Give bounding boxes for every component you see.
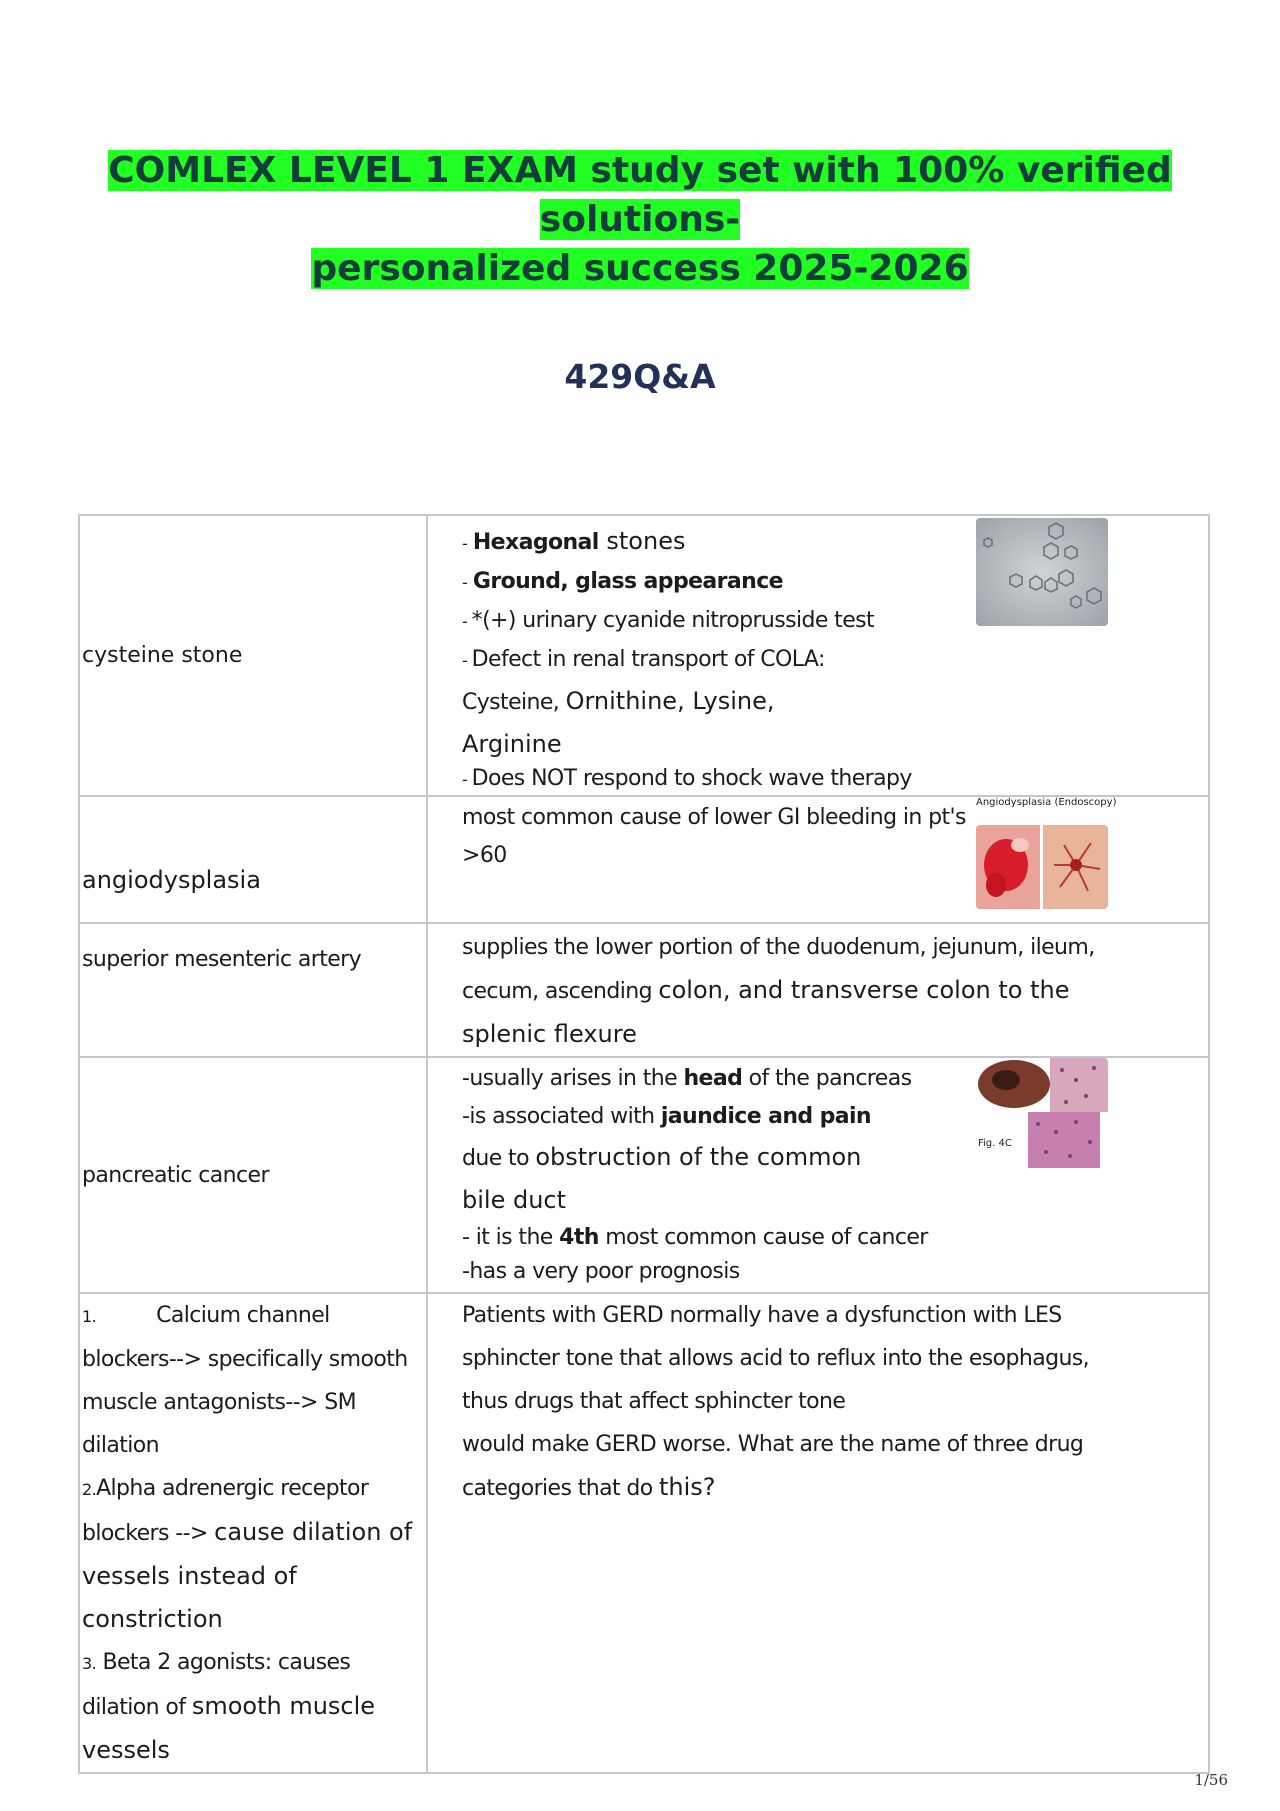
definition-line: Patients with GERD normally have a dysfunction with LES <box>462 1303 1062 1328</box>
definition-line: sphincter tone that allows acid to reflux into the esophagus, <box>462 1346 1090 1371</box>
term-cell <box>79 923 427 1057</box>
definition-cell <box>427 1293 1209 1773</box>
table-row <box>79 923 1209 1057</box>
term-cell <box>79 1057 427 1293</box>
definition-cell <box>427 923 1209 1057</box>
definition-line: - it is the 4th most common cause of cancer <box>462 1225 928 1250</box>
table-row <box>79 1293 1209 1773</box>
term-text: angiodysplasia <box>82 866 261 894</box>
term-cell <box>79 515 427 796</box>
definition-cell <box>427 796 1209 923</box>
page-number: 1/56 <box>1194 1771 1228 1789</box>
definition-line: Arginine <box>462 730 562 758</box>
definition-line: categories that do this? <box>462 1473 716 1501</box>
definition-line: - Does NOT respond to shock wave therapy <box>462 766 912 791</box>
endoscopy-image <box>976 825 1108 909</box>
term-list: 1. Calcium channel blockers--> specifically smooth muscle antagonists--> SM dilation 2.Alpha adrenergic receptor blockers --> cause dilation of vessels instead of constriction 3. Beta 2 agonists: causes dilation of smooth muscle vessels <box>82 1303 413 1764</box>
definition-line: most common cause of lower GI bleeding in pt's <box>462 805 966 830</box>
definition-cell <box>427 1057 1209 1293</box>
table-row <box>79 1057 1209 1293</box>
term-cell <box>79 796 427 923</box>
definition-line: - Defect in renal transport of COLA: <box>462 647 825 672</box>
definition-line: bile duct <box>462 1186 567 1214</box>
definition-line: cecum, ascending colon, and transverse colon to the <box>462 976 1070 1004</box>
definition-line: Cysteine, Ornithine, Lysine, <box>462 687 775 715</box>
definition-line: >60 <box>462 843 507 868</box>
definition-line: due to obstruction of the common <box>462 1143 862 1171</box>
flashcard-table <box>78 514 1210 1774</box>
pathology-image <box>976 1058 1108 1168</box>
definition-line: thus drugs that affect sphincter tone <box>462 1389 846 1414</box>
term-text: pancreatic cancer <box>82 1162 269 1188</box>
title-line-1: COMLEX LEVEL 1 EXAM study set with 100% verified solutions- <box>108 150 1172 240</box>
definition-line: -has a very poor prognosis <box>462 1259 740 1284</box>
definition-line: -usually arises in the head of the pancreas <box>462 1066 912 1091</box>
definition-line: -is associated with jaundice and pain <box>462 1104 871 1129</box>
term-text: cysteine stone <box>82 643 243 668</box>
definition-line: supplies the lower portion of the duodenum, jejunum, ileum, <box>462 935 1095 960</box>
document-title <box>60 146 1220 293</box>
term-text: superior mesenteric artery <box>82 947 362 972</box>
question-count-heading: 429Q&A <box>564 357 716 396</box>
title-line-2: personalized success 2025-2026 <box>311 248 969 289</box>
definition-line: - Ground, glass appearance <box>462 569 783 594</box>
definition-cell <box>427 515 1209 796</box>
table-row <box>79 515 1209 796</box>
definition-line: would make GERD worse. What are the name of three drug <box>462 1432 1084 1457</box>
table-row <box>79 796 1209 923</box>
definition-line: - *(+) urinary cyanide nitroprusside test <box>462 608 875 633</box>
image-caption: Angiodysplasia (Endoscopy) <box>976 797 1117 808</box>
term-cell <box>79 1293 427 1773</box>
figure-caption: Fig. 4C <box>978 1138 1012 1149</box>
microscopy-image <box>976 518 1108 626</box>
definition-line: splenic flexure <box>462 1020 637 1048</box>
definition-line: - Hexagonal stones <box>462 527 686 555</box>
